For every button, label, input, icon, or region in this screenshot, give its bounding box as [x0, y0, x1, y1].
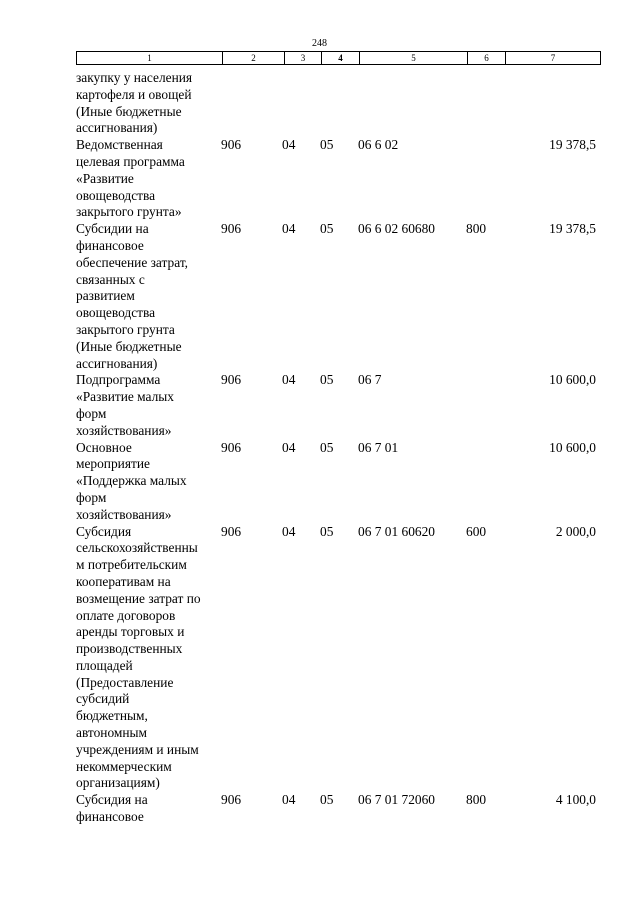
page-number: 248 — [312, 38, 327, 49]
row-name — [76, 524, 224, 793]
row-name-line: площадей — [76, 657, 133, 673]
amount: 2 000,0 — [555, 523, 596, 539]
row-name-line: некоммерческим — [76, 758, 172, 774]
expense-type-code: 600 — [466, 523, 487, 539]
table-row — [0, 792, 639, 826]
row-name-line: связанных с — [76, 271, 145, 287]
row-name-line: целевая программа — [76, 153, 185, 169]
row-name-line: Субсидия на — [76, 792, 148, 808]
row-name-line: развитием — [76, 288, 135, 304]
row-name — [76, 440, 224, 524]
row-name-line: картофеля и овощей — [76, 86, 192, 102]
row-name-line: ассигнования) — [76, 355, 158, 371]
target-article-code: 06 7 01 — [358, 439, 399, 455]
table-row — [0, 524, 639, 793]
row-name-line: аренды торговых и — [76, 624, 185, 640]
amount: 10 600,0 — [549, 439, 596, 455]
row-name-line: Субсидия — [76, 523, 132, 539]
column-header-6: 6 — [468, 52, 506, 65]
row-name-line: «Развитие малых — [76, 389, 174, 405]
row-name-line: форм — [76, 405, 107, 421]
row-name-line: (Предоставление — [76, 674, 174, 690]
row-name-line: «Поддержка малых — [76, 473, 187, 489]
row-name-line: форм — [76, 489, 107, 505]
row-name — [76, 70, 224, 137]
row-name-line: автономным — [76, 725, 148, 741]
row-name-line: финансовое — [76, 809, 144, 825]
ministry-code: 906 — [221, 523, 242, 539]
target-article-code: 06 7 01 72060 — [358, 792, 435, 808]
table-row — [0, 440, 639, 524]
ministry-code: 906 — [221, 372, 242, 388]
table-row — [0, 372, 639, 439]
target-article-code: 06 6 02 60680 — [358, 221, 435, 237]
row-name — [76, 137, 224, 221]
subsection-code: 05 — [320, 523, 334, 539]
subsection-code: 05 — [320, 792, 334, 808]
row-name-line: мероприятие — [76, 456, 150, 472]
row-name-line: закупку у населения — [76, 70, 193, 85]
amount: 19 378,5 — [549, 137, 596, 153]
subsection-code: 05 — [320, 137, 334, 153]
column-header-table — [76, 51, 601, 65]
column-header-3: 3 — [285, 52, 322, 65]
row-name-line: бюджетным, — [76, 708, 148, 724]
expense-type-code: 800 — [466, 792, 487, 808]
ministry-code: 906 — [221, 137, 242, 153]
row-name-line: кооперативам на — [76, 573, 171, 589]
row-name-line: сельскохозяйственны — [76, 540, 198, 556]
row-name-line: учреждениям и иным — [76, 741, 199, 757]
subsection-code: 05 — [320, 439, 334, 455]
target-article-code: 06 7 — [358, 372, 382, 388]
table-row — [0, 70, 639, 137]
column-header-4: 4 — [322, 52, 360, 65]
row-name — [76, 221, 224, 372]
table-row — [0, 221, 639, 372]
row-name-line: производственных — [76, 641, 183, 657]
amount: 19 378,5 — [549, 221, 596, 237]
row-name-line: Ведомственная — [76, 137, 163, 153]
row-name-line: возмещение затрат по — [76, 590, 201, 606]
row-name-line: Подпрограмма — [76, 372, 161, 388]
row-name-line: (Иные бюджетные — [76, 338, 182, 354]
ministry-code: 906 — [221, 439, 242, 455]
row-name — [76, 792, 224, 826]
row-name-line: Субсидии на — [76, 221, 149, 237]
row-name-line: хозяйствования» — [76, 422, 172, 438]
row-name-line: овощеводства — [76, 305, 156, 321]
row-name-line: «Развитие — [76, 170, 134, 186]
expense-type-code: 800 — [466, 221, 487, 237]
row-name-line: обеспечение затрат, — [76, 254, 189, 270]
subsection-code: 05 — [320, 372, 334, 388]
column-header-7: 7 — [506, 52, 601, 65]
row-name-line: оплате договоров — [76, 607, 176, 623]
row-name-line: ассигнования) — [76, 120, 158, 136]
ministry-code: 906 — [221, 221, 242, 237]
row-name-line: хозяйствования» — [76, 506, 172, 522]
target-article-code: 06 7 01 60620 — [358, 523, 435, 539]
section-code: 04 — [282, 221, 296, 237]
subsection-code: 05 — [320, 221, 334, 237]
column-header-row — [77, 52, 601, 65]
ministry-code: 906 — [221, 792, 242, 808]
section-code: 04 — [282, 137, 296, 153]
column-header-1: 1 — [77, 52, 223, 65]
row-name-line: закрытого грунта» — [76, 204, 182, 220]
row-name-line: субсидий — [76, 691, 130, 707]
column-header-5: 5 — [360, 52, 468, 65]
budget-table-body — [0, 70, 639, 826]
target-article-code: 06 6 02 — [358, 137, 399, 153]
section-code: 04 — [282, 792, 296, 808]
row-name-line: Основное — [76, 439, 132, 455]
table-row — [0, 137, 639, 221]
row-name-line: овощеводства — [76, 187, 156, 203]
section-code: 04 — [282, 439, 296, 455]
row-name-line: организациям) — [76, 775, 160, 791]
section-code: 04 — [282, 523, 296, 539]
section-code: 04 — [282, 372, 296, 388]
row-name-line: (Иные бюджетные — [76, 103, 182, 119]
row-name — [76, 372, 224, 439]
row-name-line: закрытого грунта — [76, 321, 175, 337]
column-header-2: 2 — [223, 52, 285, 65]
amount: 4 100,0 — [555, 792, 596, 808]
amount: 10 600,0 — [549, 372, 596, 388]
row-name-line: м потребительским — [76, 557, 187, 573]
row-name-line: финансовое — [76, 237, 144, 253]
